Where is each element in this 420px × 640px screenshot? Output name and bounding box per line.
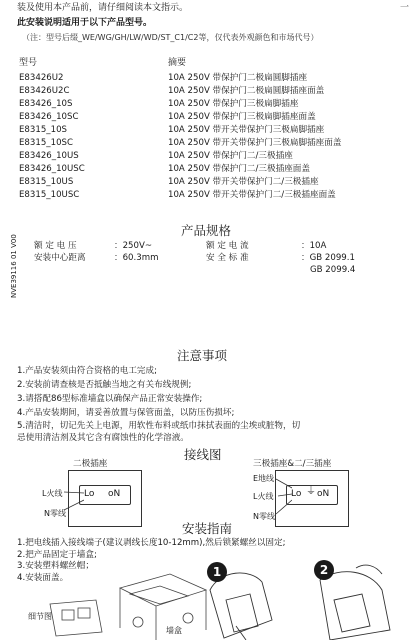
standard-label: 安 全 标 准 <box>206 253 249 263</box>
model-desc: 10A 250V 带保护门二/三极插座面盖 <box>168 164 310 174</box>
table-row <box>0 164 420 174</box>
model-code: E83426_10S <box>19 99 73 109</box>
table-row <box>0 125 420 135</box>
document-code: NVE39116 01 V00 <box>10 234 18 298</box>
table-row <box>0 73 420 83</box>
models-header-code: 型号 <box>19 58 38 68</box>
terminal-block <box>79 485 131 505</box>
table-row <box>0 86 420 96</box>
note-item: 1.产品安装须由符合资格的电工完成; <box>17 366 158 376</box>
notes-title: 注意事项 <box>177 348 228 363</box>
note-item: 忌使用清洁剂及其它含有腐蚀性的化学溶液。 <box>17 433 189 443</box>
two-pin-title: 二极插座 <box>73 459 108 469</box>
install-step: 4.安装面盖。 <box>17 573 69 583</box>
specs-title: 产品规格 <box>181 223 232 238</box>
model-code: E83426_10US <box>19 151 79 161</box>
intro-line: 装及使用本产品前，请仔细阅读本文指示。 <box>17 3 189 13</box>
suffix-note: （注：型号后缀_WE/WG/GH/LW/WD/ST_C1/C2等，仅代表外观颜色和市场代号） <box>22 33 319 42</box>
note-item: 3.请搭配86型标准墙盒以确保产品正常安装操作; <box>17 394 203 404</box>
current-value: ：10A <box>301 241 327 251</box>
table-row <box>0 99 420 109</box>
table-row <box>0 190 420 200</box>
current-label: 额 定 电 流 <box>206 241 249 251</box>
standard-value-2: GB 2099.4 <box>310 265 356 275</box>
install-step: 3.安装塑料螺丝帽； <box>17 561 94 571</box>
live-wire-label: L火线 <box>253 492 274 501</box>
wallbox-label: 墙盒 <box>166 626 182 635</box>
earth-wire-label: E地线 <box>253 474 275 483</box>
terminal-l: Lo <box>84 489 95 499</box>
step-badge-1: 1 <box>212 565 222 579</box>
model-desc: 10A 250V 带保护门二/三极插座 <box>168 151 293 161</box>
terminal-n: oN <box>317 489 330 499</box>
model-code: E83426_10SC <box>19 112 79 122</box>
live-wire-label: L火线 <box>42 489 63 498</box>
standard-value-1: ：GB 2099.1 <box>301 253 355 263</box>
model-code: E83426_10USC <box>19 164 85 174</box>
table-row <box>0 112 420 122</box>
model-desc: 10A 250V 带开关带保护门二/三极插座面盖 <box>168 190 336 200</box>
model-desc: 10A 250V 带开关带保护门二/三极插座 <box>168 177 319 187</box>
terminal-n: oN <box>108 489 121 499</box>
voltage-value: ：250V~ <box>114 241 153 251</box>
voltage-label: 额 定 电 压 <box>34 241 77 251</box>
applicability-line: 此安装说明适用于以下产品型号。 <box>17 18 153 28</box>
model-code: E83426U2C <box>19 86 70 96</box>
note-item: 2.安装前请查核是否抵触当地之有关布线规例; <box>17 380 192 390</box>
table-row <box>0 138 420 148</box>
model-code: E83426U2 <box>19 73 64 83</box>
models-header-desc: 摘要 <box>168 58 187 68</box>
note-item: 5.清洁时，切记先关上电源，用软性布料或纸巾抹拭表面的尘埃或脏物，切 <box>17 421 301 431</box>
model-desc: 10A 250V 带保护门二极扁圆脚插座 <box>168 73 308 83</box>
step-badge-2: 2 <box>319 563 329 577</box>
pitch-value: ：60.3mm <box>114 253 159 263</box>
install-step: 2.把产品固定于墙盒; <box>17 550 97 560</box>
table-row <box>0 177 420 187</box>
detail-label: 细节图 <box>28 612 52 621</box>
wiring-title: 接线图 <box>184 447 222 462</box>
model-desc: 10A 250V 带保护门二极扁圆脚插座面盖 <box>168 86 325 96</box>
model-code: E8315_10S <box>19 125 67 135</box>
terminal-block <box>286 485 338 505</box>
terminal-l: Lo <box>291 489 302 499</box>
model-code: E8315_10SC <box>19 138 73 148</box>
model-code: E8315_10USC <box>19 190 80 200</box>
neutral-wire-label: N零线 <box>44 509 66 518</box>
intro-line-tail: 一 <box>400 3 410 13</box>
model-code: E8315_10US <box>19 177 74 187</box>
neutral-wire-label: N零线 <box>253 512 275 521</box>
model-desc: 10A 250V 带保护门三极扁脚插座 <box>168 99 299 109</box>
model-desc: 10A 250V 带开关带保护门三极扁脚插座 <box>168 125 325 135</box>
model-desc: 10A 250V 带保护门三极扁脚插座面盖 <box>168 112 316 122</box>
install-step: 1.把电线插入接线端子(建议剥线长度10-12mm),然后锁紧螺丝以固定; <box>17 538 286 548</box>
model-desc: 10A 250V 带开关带保护门三极扁脚插座面盖 <box>168 138 342 148</box>
note-item: 4.产品安装期间，请妥善放置与保管面盖，以防压伤损坏; <box>17 408 235 418</box>
install-title: 安装指南 <box>182 521 233 536</box>
pitch-label: 安装中心距离 <box>34 253 86 263</box>
ground-icon: ⏚ <box>306 486 316 497</box>
three-pin-title: 三极插座&二/三插座 <box>253 459 332 469</box>
table-row <box>0 151 420 161</box>
